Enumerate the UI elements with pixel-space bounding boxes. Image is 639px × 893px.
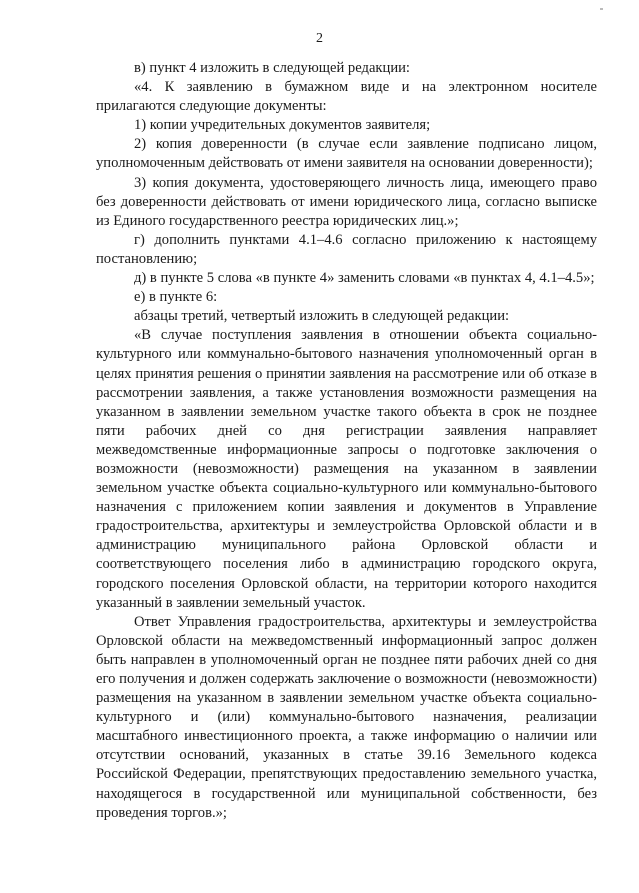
paragraph-item-e: е) в пункте 6: (134, 289, 218, 306)
paragraph-quoted-1: «В случае поступления заявления в отношении объекта социально-культурного или коммунально-бытового назначения уполномоченный орган в целях принятия решения о принятии заявления на рассмотрение или об отказе в рассмотрении заявления, а также установления возможности размещения на указанном в заявлении земельном участке такого объекта в срок не позднее пяти рабочих дней со дня регистрации заявления направляет межведомственные информационные запросы о подготовке заключения о возможности (невозможности) размещения на указанном в заявлении земельном участке объекта социально-культурного или коммунально-бытового назначения с приложением копии заявления и документов в Управление градостроительства, архитектуры и землеустройства Орловской области и в администрацию муниципального района Орловской области и соответствующего поселения либо в администрацию городского округа, городского поселения Орловской области, на территории которого находится указанный в заявлении земельный участок. (96, 327, 597, 611)
paragraph-item-g: г) дополнить пунктами 4.1–4.6 согласно приложению к настоящему постановлению; (96, 231, 597, 267)
paragraph-item-d: д) в пункте 5 слова «в пункте 4» заменить словами «в пунктах 4, 4.1–4.5»; (134, 270, 595, 287)
paragraph-clause-4-2: 2) копия доверенности (в случае если заявление подписано лицом, уполномоченным действовать от имени заявителя на основании доверенности); (96, 136, 597, 172)
document-body (96, 59, 597, 823)
paragraph-item-e-intro: абзацы третий, четвертый изложить в следующей редакции: (134, 308, 510, 325)
page-number: 2 (316, 31, 323, 46)
paragraph-clause-4-3: 3) копия документа, удостоверяющего личность лица, имеющего право без доверенности действовать от имени юридического лица, согласно выписке из Единого государственного реестра юридических лиц.»; (96, 174, 597, 229)
paragraph-item-v: в) пункт 4 изложить в следующей редакции: (134, 60, 410, 76)
scan-speck (600, 8, 603, 10)
paragraph-quoted-2: Ответ Управления градостроительства, архитектуры и землеустройства Орловской области на межведомственный информационный запрос должен быть направлен в уполномоченный орган не позднее пяти рабочих дней со дня его получения и должен содержать заключение о возможности (невозможности) размещения на указанном в заявлении земельном участке объекта социально-культурного и (или) коммунально-бытового назначения, реализации масштабного инвестиционного проекта, а также информацию о наличии или отсутствии оснований, указанных в статье 39.16 Земельного кодекса Российской Федерации, препятствующих предоставлению земельного участка, находящегося в государственной или муниципальной собственности, без проведения торгов.»; (96, 613, 597, 821)
paragraph-clause-4-1: 1) копии учредительных документов заявителя; (134, 117, 431, 134)
paragraph-clause-4-intro: «4. К заявлению в бумажном виде и на электронном носителе прилагаются следующие документы: (96, 79, 597, 115)
